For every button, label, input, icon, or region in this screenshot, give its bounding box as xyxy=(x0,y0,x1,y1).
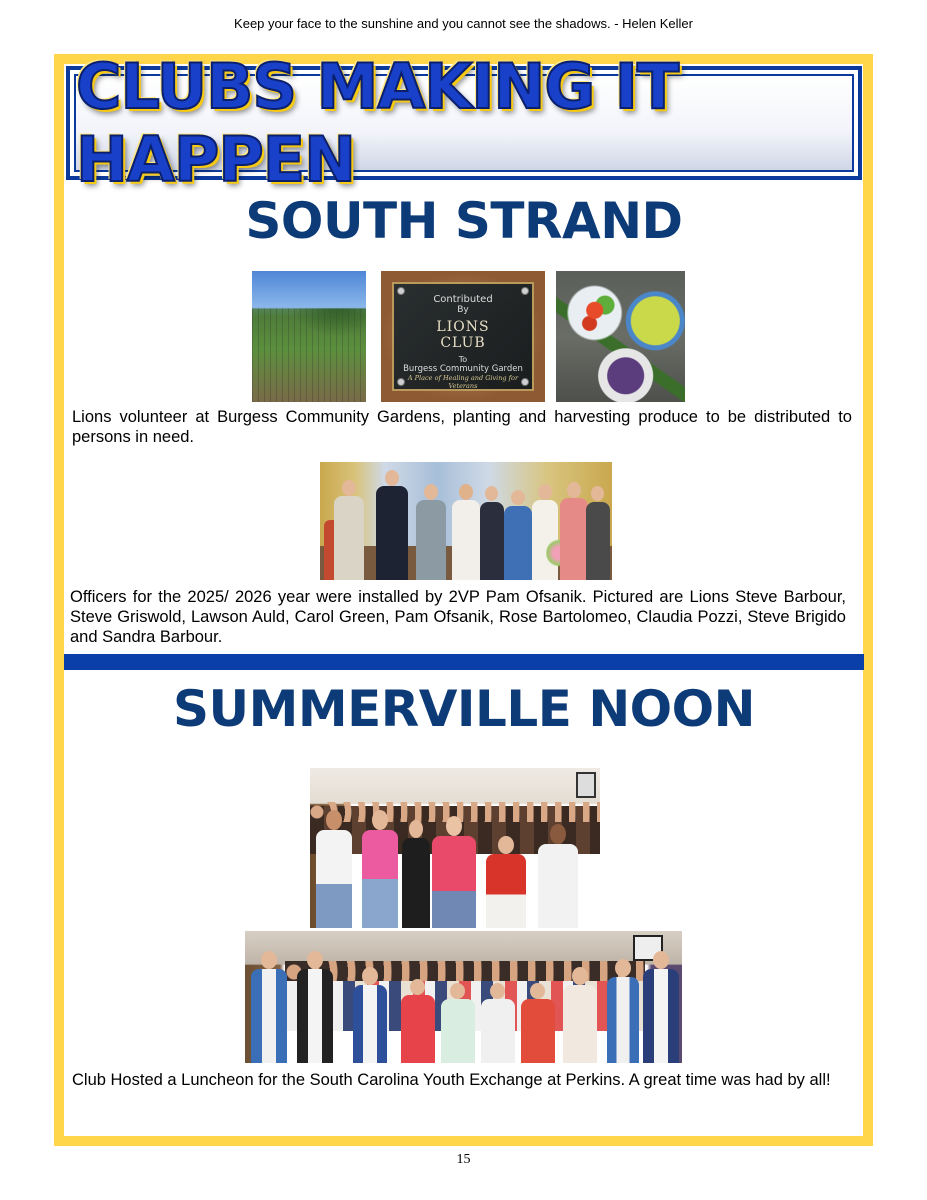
person xyxy=(452,484,480,580)
screw-icon xyxy=(521,287,529,295)
person xyxy=(432,816,476,928)
group-photo xyxy=(245,931,682,1063)
produce-photo xyxy=(556,271,685,402)
banner-inner xyxy=(74,50,854,196)
person xyxy=(586,486,610,580)
south-strand-title: SOUTH STRAND xyxy=(245,192,683,250)
person xyxy=(353,967,387,1063)
plaque-line: LIONS xyxy=(436,319,490,335)
page-frame xyxy=(54,50,873,1146)
screw-icon xyxy=(397,287,405,295)
summerville-caption: Club Hosted a Luncheon for the South Carolina Youth Exchange at Perkins. A great time was had by all! xyxy=(72,1071,831,1089)
person xyxy=(563,967,597,1063)
section-divider xyxy=(64,654,864,670)
person xyxy=(481,983,515,1063)
youth-exchange-photo xyxy=(310,768,600,928)
plaque-photo xyxy=(381,271,545,402)
screw-icon xyxy=(521,378,529,386)
person xyxy=(401,979,435,1063)
person xyxy=(538,824,578,928)
person xyxy=(441,983,475,1063)
banner-title: CLUBS MAKING IT HAPPEN xyxy=(76,50,679,196)
person xyxy=(251,951,287,1063)
officers-photo xyxy=(320,462,612,580)
plaque-line: To xyxy=(458,355,468,364)
person xyxy=(480,486,504,580)
screw-icon xyxy=(397,378,405,386)
person xyxy=(402,820,430,928)
person xyxy=(362,810,398,928)
person xyxy=(334,480,364,580)
person xyxy=(560,482,588,580)
plaque-line: Burgess Community Garden xyxy=(403,364,523,374)
garden-photo xyxy=(252,271,366,402)
wall-picture xyxy=(576,772,596,798)
header-quote: Keep your face to the sunshine and you cannot see the shadows. - Helen Keller xyxy=(234,16,693,31)
plaque-line: Contributed xyxy=(433,294,493,305)
page-number: 15 xyxy=(456,1152,471,1167)
person xyxy=(316,810,352,928)
person xyxy=(416,484,446,580)
person xyxy=(297,951,333,1063)
person xyxy=(486,836,526,928)
person xyxy=(521,983,555,1063)
plaque-line: By xyxy=(457,305,469,315)
banner xyxy=(66,50,862,196)
south-strand-caption-officers: Officers for the 2025/ 2026 year were installed by 2VP Pam Ofsanik. Pictured are Lions Steve Barbour, Steve Griswold, Lawson Auld, Carol Green, Pam Ofsanik, Rose Bartolomeo, Claudia Pozzi, Steve Brigido and Sandra Barbour. xyxy=(70,588,846,646)
south-strand-caption-garden: Lions volunteer at Burgess Community Gardens, planting and harvesting produce to be distributed to persons in need. xyxy=(72,408,852,446)
page-content xyxy=(64,50,863,1136)
plaque-line: A Place of Healing and Giving for Veterans xyxy=(407,374,519,390)
plaque-line: CLUB xyxy=(440,335,486,351)
person xyxy=(607,959,639,1063)
plaque xyxy=(392,282,534,391)
person xyxy=(504,490,532,580)
person xyxy=(376,470,408,580)
summerville-title: SUMMERVILLE NOON xyxy=(172,680,756,738)
person xyxy=(643,951,679,1063)
